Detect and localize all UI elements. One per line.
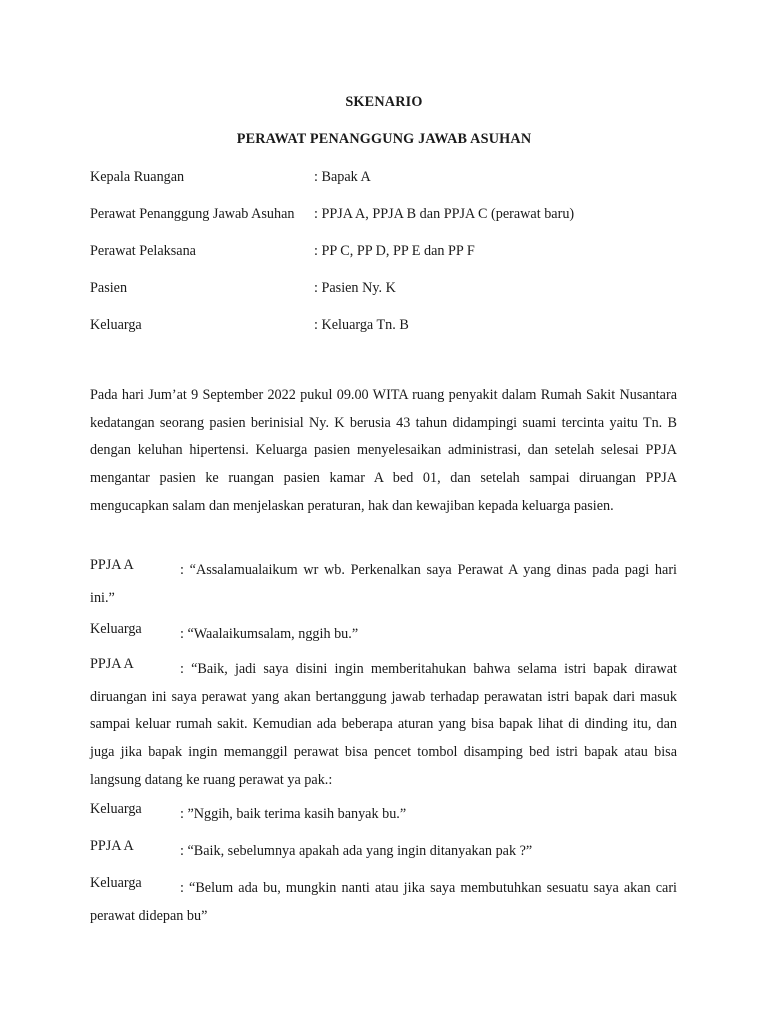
role-label: Keluarga (90, 317, 142, 333)
dialogue-line (90, 838, 677, 866)
role-label: Pasien (90, 280, 128, 296)
dialogue-line (90, 557, 677, 612)
document-title: SKENARIO (345, 94, 423, 110)
speech-text: : “Waalaikumsalam, nggih bu.” (180, 626, 359, 642)
speaker-name: Keluarga (90, 875, 142, 891)
intro-paragraph: Pada hari Jum’at 9 September 2022 pukul 09.00 WITA ruang penyakit dalam Rumah Sakit Nusantara kedatangan seorang pasien berinisial Ny. K berusia 43 tahun didampingi suami tercinta yaitu Tn. B dengan keluhan hipertensi. Keluarga pasien menyelesaikan administrasi, dan setelah selesai PPJA mengantar pasien ke ruangan pasien kamar A bed 01, dan setelah sampai diruangan PPJA mengucapkan salam dan menjelaskan peraturan, hak dan kewajiban kepada keluarga pasien. (90, 387, 677, 514)
speech-text: : ”Nggih, baik terima kasih banyak bu.” (180, 806, 407, 822)
document-subtitle: PERAWAT PENANGGUNG JAWAB ASUHAN (236, 131, 532, 147)
speaker-name: Keluarga (90, 621, 142, 637)
role-label: Perawat Pelaksana (90, 243, 196, 259)
role-value: : Keluarga Tn. B (314, 317, 409, 333)
speaker-name: PPJA A (90, 656, 134, 672)
role-value: : PP C, PP D, PP E dan PP F (314, 243, 475, 259)
dialogue-line (90, 875, 677, 930)
speaker-name: PPJA A (90, 557, 134, 573)
role-label: Perawat Penanggung Jawab Asuhan (90, 206, 295, 222)
speaker-name: Keluarga (90, 801, 142, 817)
speech-text: : “Baik, jadi saya disini ingin memberitahukan bahwa selama istri bapak dirawat diruangan ini saya perawat yang akan bertanggung jawab terhadap perawatan istri bapak dari masuk sampai keluar rumah sakit. Kemudian ada beberapa aturan yang bisa bapak lihat di dinding itu, dan juga jika bapak ingin memanggil perawat bisa pencet tombol disamping bed istri bapak atau bisa langsung datang ke ruang perawat ya pak.: (90, 661, 677, 788)
role-value: : Pasien Ny. K (314, 280, 396, 296)
speech-text: : “Baik, sebelumnya apakah ada yang ingin ditanyakan pak ?” (180, 843, 533, 859)
role-value: : Bapak A (314, 169, 371, 185)
role-label: Kepala Ruangan (90, 169, 185, 185)
dialogue-line (90, 801, 677, 829)
dialogue-line (90, 621, 677, 649)
speech-text: : “Assalamualaikum wr wb. Perkenalkan saya Perawat A yang dinas pada pagi hari ini.” (90, 562, 677, 606)
speech-text: : “Belum ada bu, mungkin nanti atau jika saya membutuhkan sesuatu saya akan cari perawat didepan bu” (90, 880, 677, 924)
speaker-name: PPJA A (90, 838, 134, 854)
role-value: : PPJA A, PPJA B dan PPJA C (perawat baru) (314, 206, 575, 222)
dialogue-line (90, 656, 677, 795)
